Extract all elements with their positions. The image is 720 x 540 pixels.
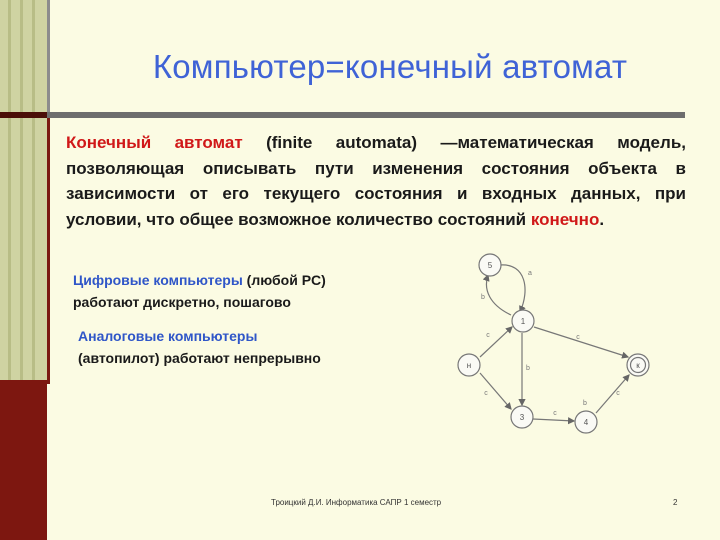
edge-label-0: a <box>528 270 532 277</box>
edge-label-6: c <box>553 410 557 417</box>
edge-label-1: b <box>481 294 485 301</box>
edge-label-3: c <box>576 334 580 341</box>
state-label-5: 5 <box>487 261 493 270</box>
edge-1-5 <box>486 275 511 315</box>
state-label-n: н <box>466 361 472 370</box>
edge-label-7: b <box>583 400 587 407</box>
state-label-k: к <box>636 361 640 370</box>
definition-highlight: конечно <box>530 209 600 229</box>
state-label-1: 1 <box>520 317 526 326</box>
title-rule <box>0 112 685 118</box>
edge-1-k <box>534 327 628 357</box>
definition-text-a: (finite automata) —математическая модель, позволяющая описывать пути изменения состояния объекта в зависимости от его текущего состояния и входных данных, при условии, что общее возможное количество состояний <box>66 133 686 229</box>
vertical-rule-top <box>47 0 50 112</box>
definition-text-b: . <box>599 209 605 229</box>
page-number: 2 <box>673 498 678 507</box>
digital-term: Цифровые компьютеры <box>73 272 243 288</box>
state-label-4: 4 <box>583 418 589 427</box>
edge-3-4 <box>533 419 574 421</box>
analog-term: Аналоговые компьютеры <box>78 328 258 344</box>
edge-5-1 <box>500 265 525 312</box>
state-label-3: 3 <box>519 413 525 422</box>
state-diagram <box>448 245 690 450</box>
title-rule-dark <box>0 112 47 118</box>
edge-n-1 <box>480 327 512 357</box>
edge-label-4: c <box>484 390 488 397</box>
definition-term: Конечный автомат <box>66 133 243 152</box>
edge-4-k <box>596 375 629 413</box>
edge-label-2: c <box>486 332 490 339</box>
analog-computers-note <box>78 325 321 369</box>
definition-paragraph <box>66 130 686 232</box>
edge-label-8: c <box>616 390 620 397</box>
edge-label-5: b <box>526 365 530 372</box>
digital-paren: (любой PC) <box>242 272 326 288</box>
analog-line2: (автопилот) работают непрерывно <box>78 350 321 366</box>
digital-computers-note <box>73 269 326 313</box>
left-band-dark <box>0 380 47 540</box>
digital-line2: работают дискретно, пошагово <box>73 294 291 310</box>
footer-author: Троицкий Д.И. Информатика САПР 1 семестр <box>271 498 442 507</box>
slide-title: Компьютер=конечный автомат <box>152 48 628 85</box>
vertical-rule-bottom <box>47 118 50 384</box>
